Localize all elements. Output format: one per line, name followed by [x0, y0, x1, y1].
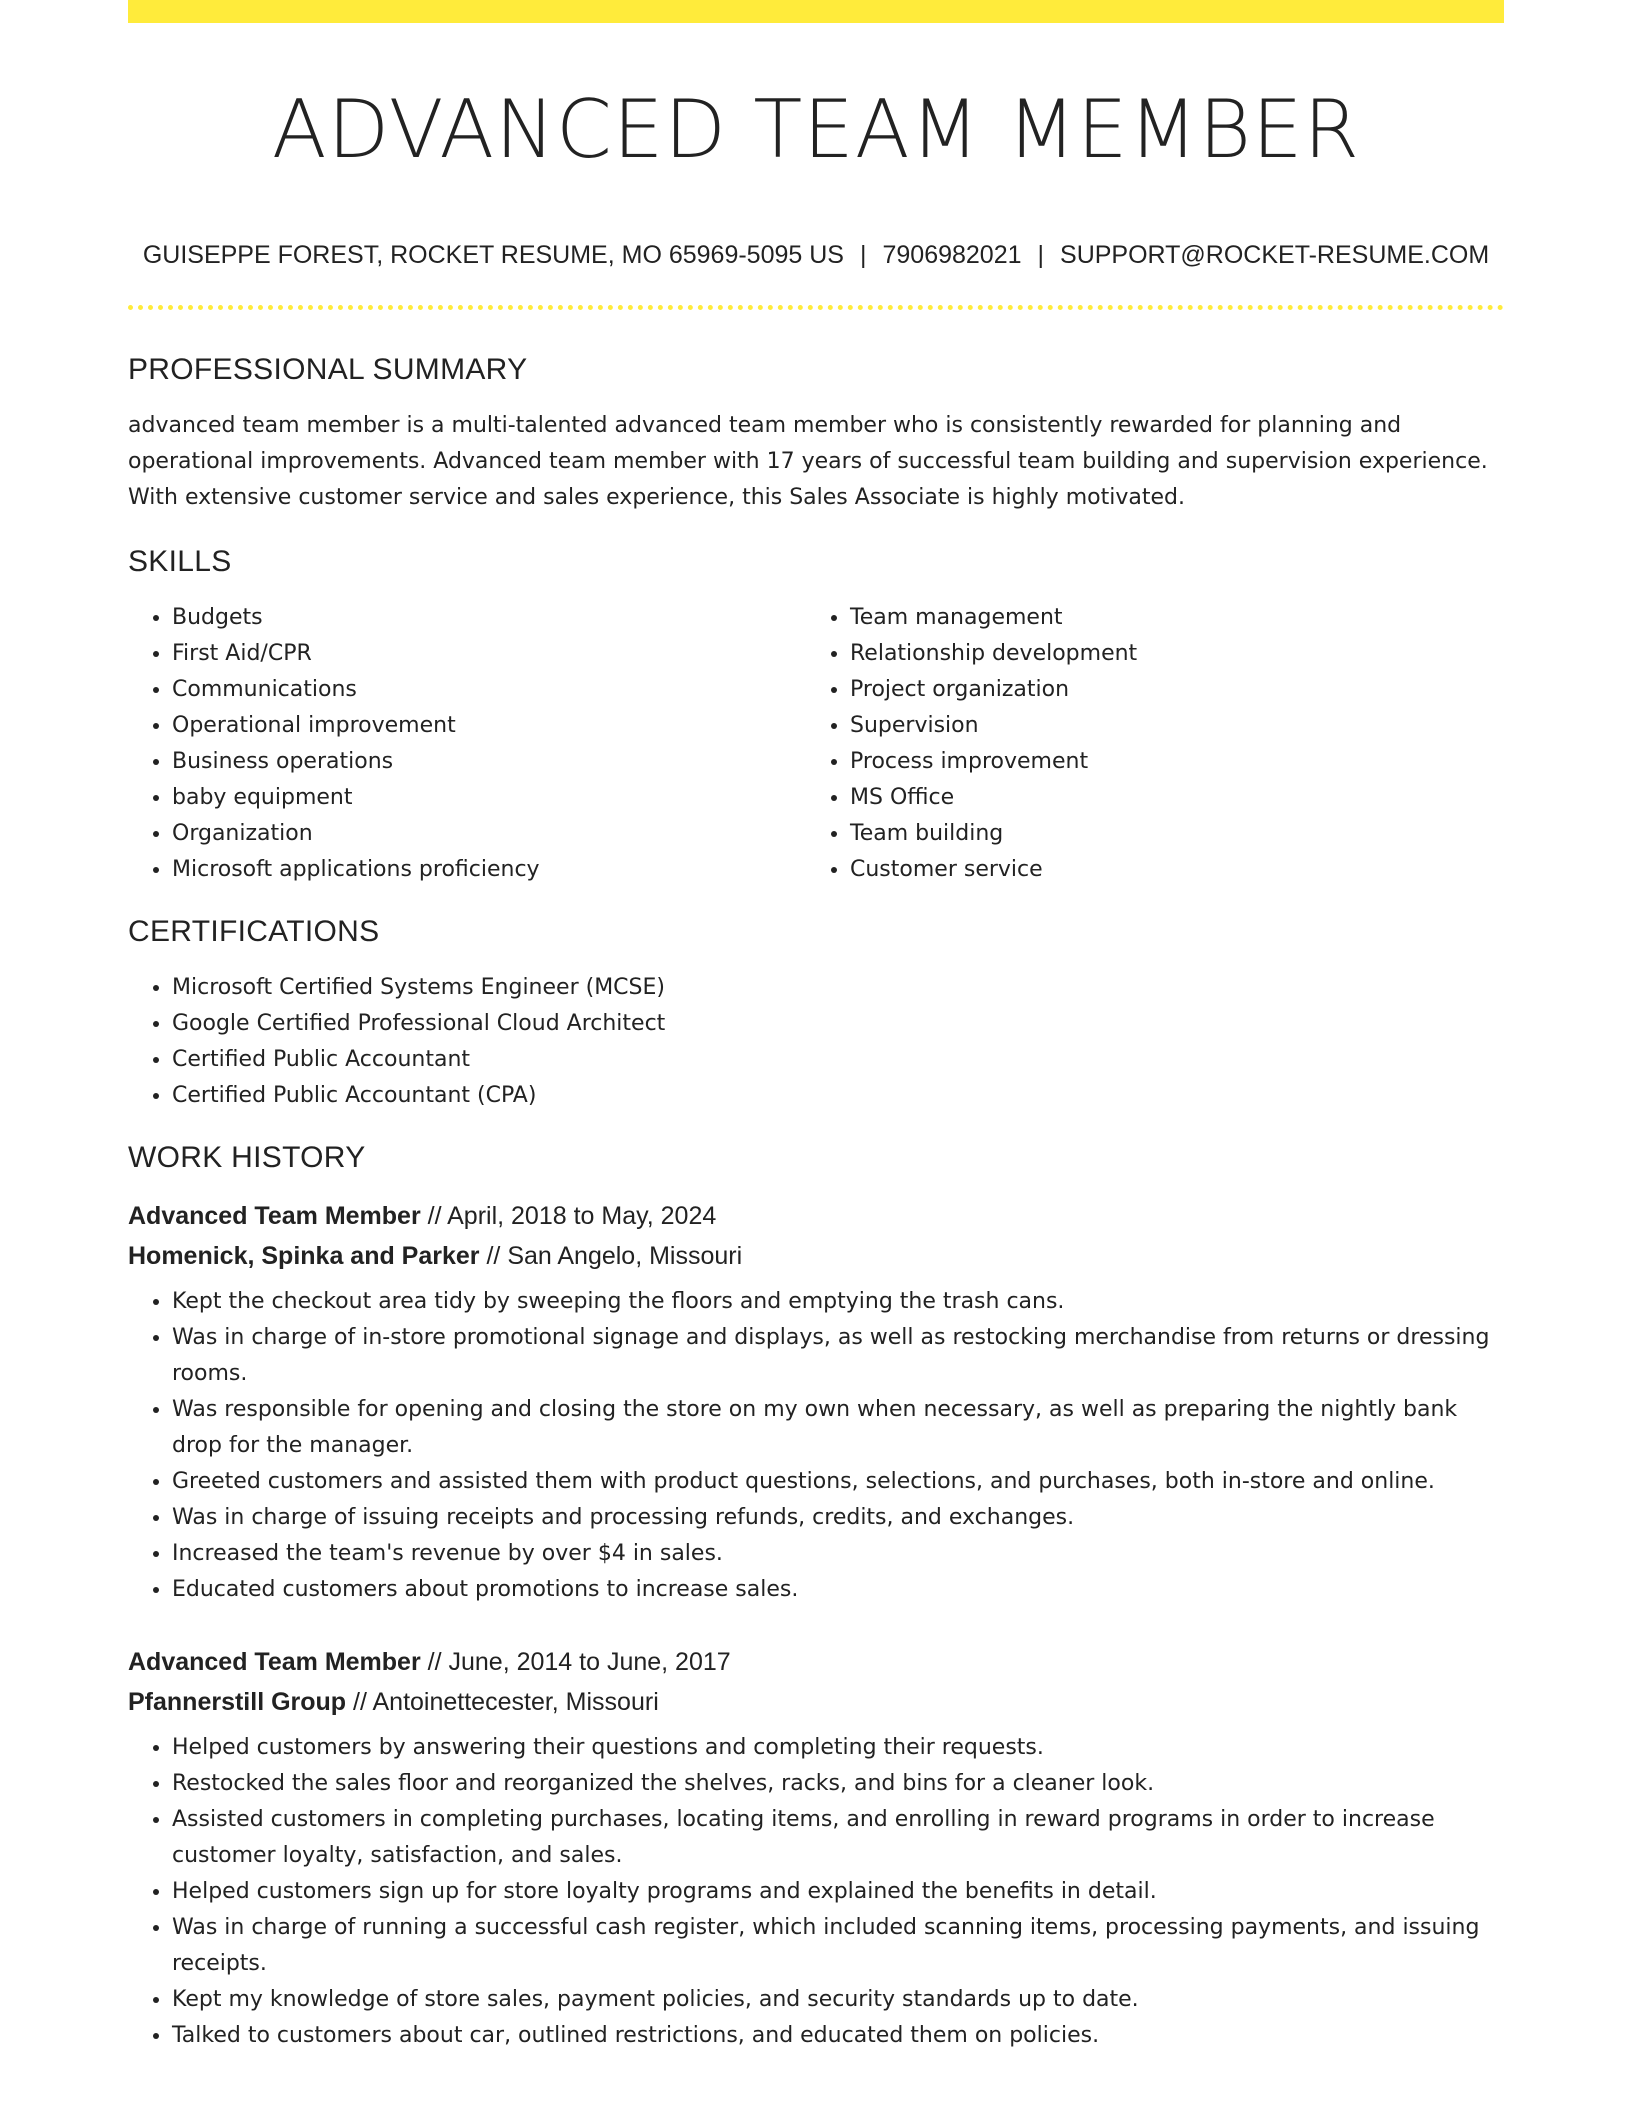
- skills-list: [128, 600, 1504, 888]
- job-dates: // June, 2014 to June, 2017: [427, 1648, 731, 1676]
- job-company-line: [128, 1682, 1504, 1722]
- header-divider: [128, 305, 1504, 310]
- summary-text: advanced team member is a multi-talented advanced team member who is consistently rewarded for planning and operational improvements. Advanced team member with 17 years of successful team building and supervision experience. With extensive customer service and sales experience, this Sales Associate is highly motivated.: [128, 413, 1488, 510]
- job-duty-item: • Was in charge of in-store promotional signage and displays, as well as restocking merchandise from returns or dressing rooms.: [172, 1320, 1504, 1392]
- contact-email: SUPPORT@ROCKET-RESUME.COM: [1060, 241, 1490, 269]
- contact-separator: |: [1037, 241, 1045, 269]
- job-duty-item: • Assisted customers in completing purchases, locating items, and enrolling in reward programs in order to increase customer loyalty, satisfaction, and sales.: [172, 1802, 1504, 1874]
- job-duty-item: • Was in charge of issuing receipts and processing refunds, credits, and exchanges.: [172, 1500, 1504, 1536]
- resume-page: [128, 0, 1504, 2112]
- job-title-line: [128, 1642, 1504, 1682]
- skill-item: • Microsoft applications proficiency: [172, 852, 806, 888]
- certifications-heading: CERTIFICATIONS: [128, 915, 380, 948]
- job-duty-item: • Kept my knowledge of store sales, payment policies, and security standards up to date.: [172, 1982, 1504, 2018]
- job-duty-item: • Helped customers sign up for store loyalty programs and explained the benefits in detail.: [172, 1874, 1504, 1910]
- job-duties-list: [128, 1730, 1504, 2054]
- skill-item: • Budgets: [172, 600, 806, 636]
- contact-separator: |: [859, 241, 867, 269]
- job-company: Pfannerstill Group: [128, 1688, 347, 1716]
- job-dates: // April, 2018 to May, 2024: [427, 1202, 717, 1230]
- job-entry: [128, 1642, 1504, 2054]
- summary-heading: PROFESSIONAL SUMMARY: [128, 353, 528, 386]
- skill-item: • Communications: [172, 672, 806, 708]
- work-history-list: [128, 1196, 1504, 2054]
- skills-column-right: [806, 600, 1484, 888]
- skill-item: • Team building: [850, 816, 1484, 852]
- job-duty-item: • Talked to customers about car, outlined restrictions, and educated them on policies.: [172, 2018, 1504, 2054]
- job-duty-item: • Was responsible for opening and closing the store on my own when necessary, as well as preparing the nightly bank drop for the manager.: [172, 1392, 1504, 1464]
- certifications-list: [128, 970, 1504, 1114]
- job-location: // San Angelo, Missouri: [486, 1242, 743, 1270]
- job-duty-item: • Greeted customers and assisted them with product questions, selections, and purchases, both in-store and online.: [172, 1464, 1504, 1500]
- contact-address: GUISEPPE FOREST, ROCKET RESUME, MO 65969-5095 US: [142, 241, 844, 269]
- work-history-heading: WORK HISTORY: [128, 1141, 366, 1174]
- job-location: // Antoinettecester, Missouri: [353, 1688, 659, 1716]
- skill-item: • Operational improvement: [172, 708, 806, 744]
- job-duty-item: • Restocked the sales floor and reorganized the shelves, racks, and bins for a cleaner look.: [172, 1766, 1504, 1802]
- job-duty-item: • Kept the checkout area tidy by sweeping the floors and emptying the trash cans.: [172, 1284, 1504, 1320]
- skills-heading: SKILLS: [128, 545, 232, 578]
- job-duty-item: • Helped customers by answering their questions and completing their requests.: [172, 1730, 1504, 1766]
- accent-top-bar: [128, 0, 1504, 23]
- contact-line: [128, 236, 1504, 274]
- job-title-line: [128, 1196, 1504, 1236]
- certification-item: • Certified Public Accountant (CPA): [172, 1078, 1504, 1114]
- skill-item: • Project organization: [850, 672, 1484, 708]
- certification-item: • Google Certified Professional Cloud Architect: [172, 1006, 1504, 1042]
- skill-item: • baby equipment: [172, 780, 806, 816]
- job-duty-item: • Was in charge of running a successful cash register, which included scanning items, processing payments, and issuing receipts.: [172, 1910, 1504, 1982]
- skill-item: • Customer service: [850, 852, 1484, 888]
- job-entry: [128, 1196, 1504, 1608]
- resume-content: [128, 350, 1504, 2088]
- skills-column-left: [128, 600, 806, 888]
- job-title: Advanced Team Member: [128, 1202, 421, 1230]
- skill-item: • Process improvement: [850, 744, 1484, 780]
- certification-item: • Certified Public Accountant: [172, 1042, 1504, 1078]
- skills-left-list: [128, 600, 806, 888]
- skill-item: • Relationship development: [850, 636, 1484, 672]
- certification-item: • Microsoft Certified Systems Engineer (MCSE): [172, 970, 1504, 1006]
- job-company: Homenick, Spinka and Parker: [128, 1242, 480, 1270]
- skill-item: • Supervision: [850, 708, 1484, 744]
- skills-right-list: [806, 600, 1484, 888]
- skill-item: • Business operations: [172, 744, 806, 780]
- page-title: ADVANCED TEAM MEMBER: [271, 83, 1361, 176]
- skill-item: • First Aid/CPR: [172, 636, 806, 672]
- skill-item: • MS Office: [850, 780, 1484, 816]
- job-duty-item: • Increased the team's revenue by over $4 in sales.: [172, 1536, 1504, 1572]
- job-company-line: [128, 1236, 1504, 1276]
- job-duties-list: [128, 1284, 1504, 1608]
- contact-phone: 7906982021: [882, 241, 1022, 269]
- skill-item: • Organization: [172, 816, 806, 852]
- job-title: Advanced Team Member: [128, 1648, 421, 1676]
- skill-item: • Team management: [850, 600, 1484, 636]
- job-duty-item: • Educated customers about promotions to increase sales.: [172, 1572, 1504, 1608]
